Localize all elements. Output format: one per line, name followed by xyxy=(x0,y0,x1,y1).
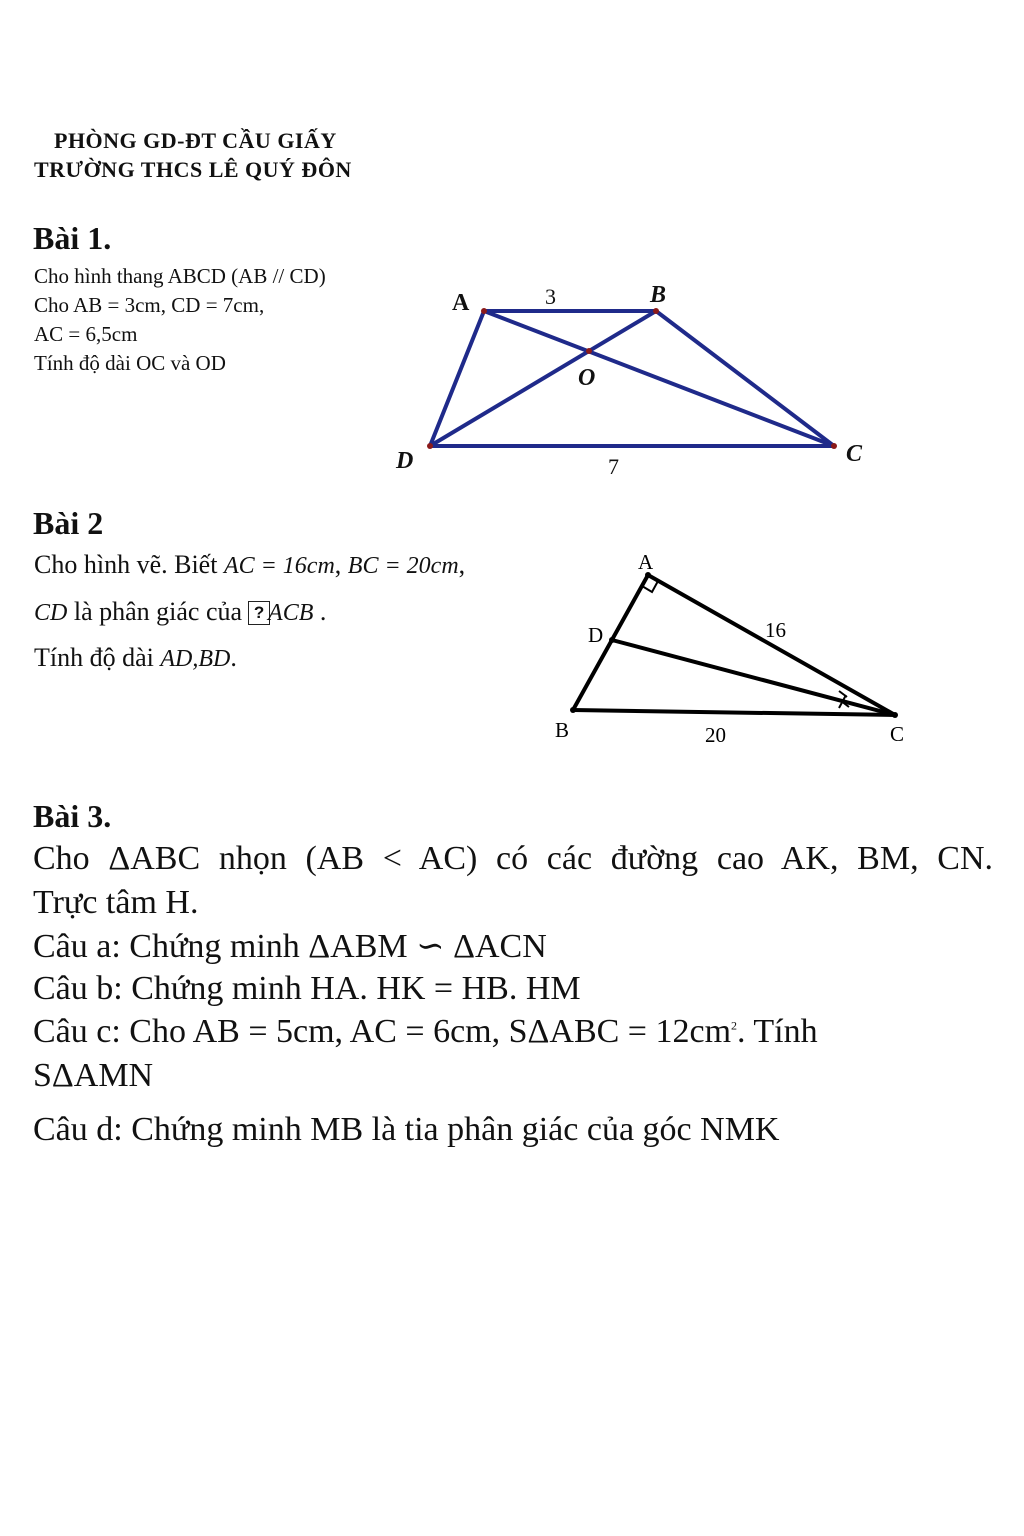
label-c: C xyxy=(846,441,863,467)
bai2-title: Bài 2 xyxy=(33,505,104,541)
diagonal-ac xyxy=(484,311,834,446)
bc-expression: BC = 20cm xyxy=(347,553,459,579)
point-a xyxy=(481,308,487,314)
bai1-line-1: Cho hình thang ABCD (AB // CD) xyxy=(34,264,326,288)
bai3-intro-line-2: Trực tâm H. xyxy=(33,884,199,921)
label-c: C xyxy=(890,722,905,746)
period: . xyxy=(319,597,327,626)
segment-bc xyxy=(573,710,895,715)
bai3-title: Bài 3. xyxy=(33,798,112,834)
question-c-line-1 xyxy=(33,1013,993,1051)
ac-expression: AC = 16cm xyxy=(223,553,335,579)
bai1-text xyxy=(34,262,326,378)
bai2-line-1 xyxy=(34,550,465,580)
label-a: A xyxy=(638,550,654,574)
comma: , xyxy=(334,550,342,579)
point-b xyxy=(570,707,576,713)
diagonal-bd xyxy=(430,311,656,446)
point-d xyxy=(609,637,615,643)
comma: , xyxy=(458,550,466,579)
bai3-intro-line-1: Cho ΔABC nhọn (AB < AC) có các đường cao AK, BM, CN. xyxy=(33,840,993,877)
point-o xyxy=(586,348,592,354)
ad-bd-expression: AD,BD xyxy=(160,646,231,672)
bai1-line-2: Cho AB = 3cm, CD = 7cm, xyxy=(34,293,265,317)
segment-bc xyxy=(656,311,834,446)
question-d: Câu d: Chứng minh MB là tia phân giác của góc NMK xyxy=(33,1111,780,1148)
bai2-line2-text: là phân giác của xyxy=(73,597,243,626)
bai1-title: Bài 1. xyxy=(33,220,112,256)
cd-segment: CD xyxy=(34,600,68,626)
segment-cd-bisector xyxy=(612,640,895,715)
length-cd: 7 xyxy=(608,454,619,479)
segment-da xyxy=(430,311,484,446)
label-o: O xyxy=(578,365,596,391)
label-b: B xyxy=(555,718,570,742)
bai2-line3-text: Tính độ dài xyxy=(34,643,154,672)
bai1-line-3: AC = 6,5cm xyxy=(34,322,138,346)
bai2-line1-text: Cho hình vẽ. Biết xyxy=(34,550,218,579)
length-ab: 3 xyxy=(545,284,556,309)
length-ac: 16 xyxy=(765,618,786,642)
bai2-line-3 xyxy=(34,643,237,673)
point-b xyxy=(653,308,659,314)
missing-glyph-icon: ? xyxy=(248,601,270,625)
angle-acb: ACB xyxy=(268,600,314,626)
trapezoid-figure xyxy=(380,270,900,490)
point-d xyxy=(427,443,433,449)
point-c xyxy=(892,712,898,718)
question-c-line-2: SΔAMN xyxy=(33,1057,154,1094)
department-name: PHÒNG GD-ĐT CẦU GIẤY xyxy=(54,128,337,153)
question-a: Câu a: Chứng minh ΔABM ∽ ΔACN xyxy=(33,928,547,965)
label-a: A xyxy=(452,290,470,316)
bai1-line-4: Tính độ dài OC và OD xyxy=(34,351,226,375)
question-c-main: Câu c: Cho AB = 5cm, AC = 6cm, $S\Delta ABC = 12cm^2$. Tính xyxy=(33,1013,818,1050)
triangle-figure xyxy=(545,545,925,755)
length-bc: 20 xyxy=(705,723,726,747)
label-d: D xyxy=(396,448,414,474)
bai2-line-2 xyxy=(34,597,326,627)
question-b: Câu b: Chứng minh HA. HK = HB. HM xyxy=(33,970,581,1007)
segment-ac xyxy=(648,575,895,715)
school-name: TRƯỜNG THCS LÊ QUÝ ĐÔN xyxy=(34,157,352,182)
point-c xyxy=(831,443,837,449)
period: . xyxy=(230,643,237,672)
label-d: D xyxy=(588,623,604,647)
label-b: B xyxy=(650,282,667,308)
